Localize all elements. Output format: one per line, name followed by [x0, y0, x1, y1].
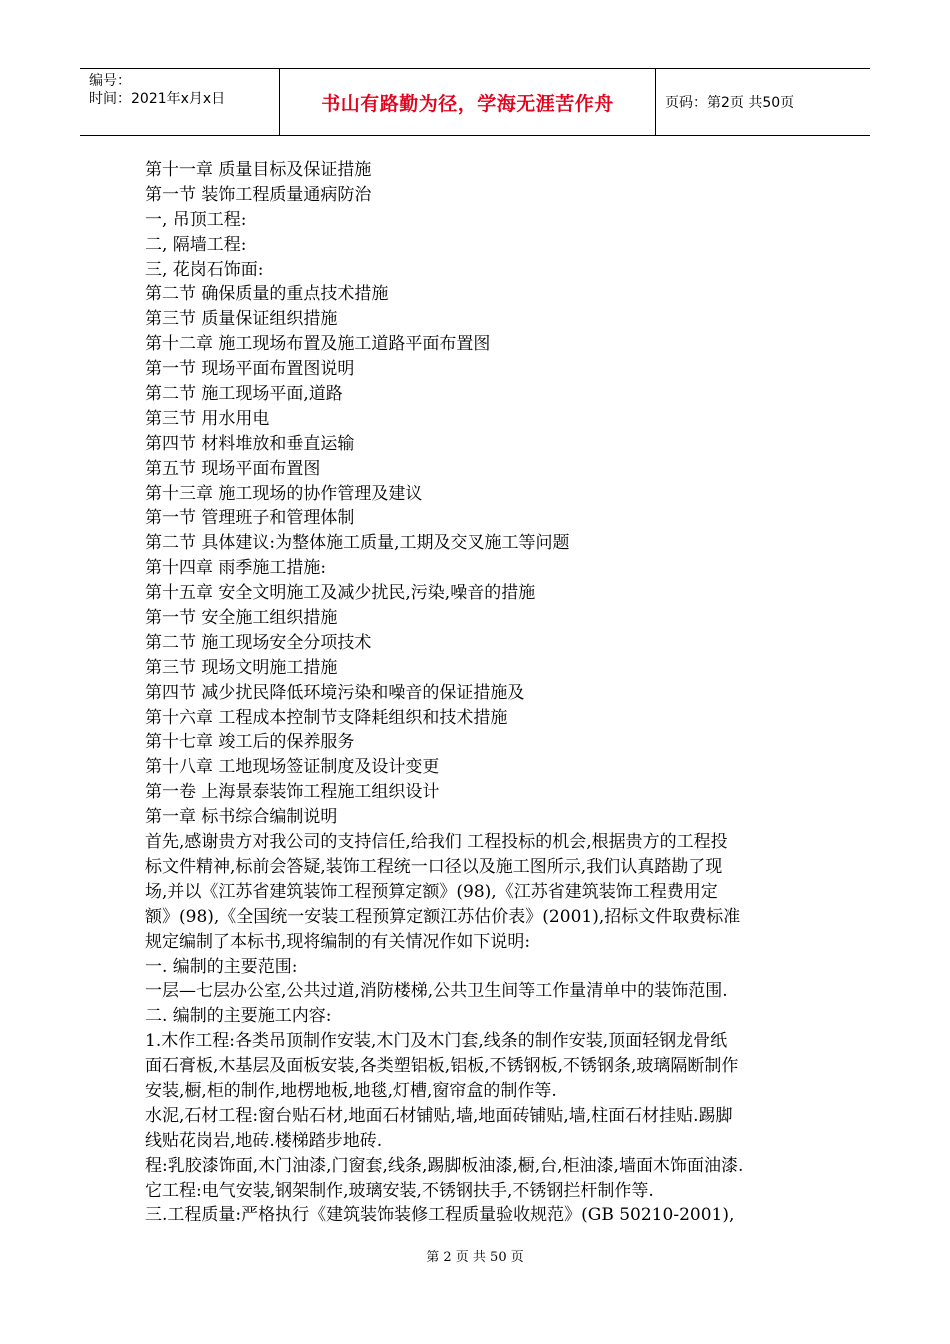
- outline-item: 第二节 具体建议:为整体施工质量,工期及交叉施工等问题: [145, 533, 570, 554]
- outline-item: 第十六章 工程成本控制节支降耗组织和技术措施: [145, 707, 508, 728]
- outline-item: 第二节 施工现场安全分项技术: [145, 632, 372, 653]
- document-number-label: 编号：: [89, 73, 131, 89]
- page-footer: 第 2 页 共 50 页: [426, 1250, 524, 1265]
- paragraph-line: 标文件精神,标前会答疑,装饰工程统一口径以及施工图所示,我们认真踏勘了现: [145, 856, 723, 877]
- paragraph-line: 一层—七层办公室,公共过道,消防楼梯,公共卫生间等工作量清单中的装饰范围.: [145, 981, 728, 1002]
- outline-item: 第一节 管理班子和管理体制: [145, 508, 355, 529]
- paragraph-line: 水泥,石材工程:窗台贴石材,地面石材铺贴,墙,地面砖铺贴,墙,柱面石材挂贴.踢脚: [145, 1105, 733, 1126]
- outline-item: 第四节 材料堆放和垂直运输: [145, 433, 355, 454]
- outline-item: 第一章 标书综合编制说明: [145, 807, 338, 828]
- document-time-label: 时间：2021年x月x日: [89, 91, 226, 107]
- outline-item: 第四节 减少扰民降低环境污染和噪音的保证措施及: [145, 682, 525, 703]
- paragraph-line: 额》(98),《全国统一安装工程预算定额江苏估价表》(2001),招标文件取费标准: [145, 906, 741, 927]
- outline-item: 第一卷 上海景泰装饰工程施工组织设计: [145, 782, 440, 803]
- paragraph-line: 程:乳胶漆饰面,木门油漆,门窗套,线条,踢脚板油漆,橱,台,柜油漆,墙面木饰面油漆.: [145, 1155, 744, 1176]
- section-heading: 一. 编制的主要范围:: [145, 956, 298, 977]
- outline-list: [145, 158, 811, 830]
- outline-item: 第二节 确保质量的重点技术措施: [145, 284, 389, 305]
- paragraph-line: 线贴花岗岩,地砖.楼梯踏步地砖.: [145, 1130, 383, 1151]
- paragraph-line: 面石膏板,木基层及面板安装,各类塑铝板,铝板,不锈钢板,不锈钢条,玻璃隔断制作: [145, 1056, 739, 1077]
- outline-item: 第三节 用水用电: [145, 408, 270, 429]
- paragraph-line: 三.工程质量:严格执行《建筑装饰装修工程质量验收规范》(GB 50210-2001),: [145, 1205, 735, 1226]
- page-header: [80, 68, 870, 136]
- outline-item: 第三节 质量保证组织措施: [145, 309, 338, 330]
- paragraph-line: 首先,感谢贵方对我公司的支持信任,给我们 工程投标的机会,根据贵方的工程投: [145, 832, 728, 853]
- outline-item: 第十八章 工地现场签证制度及设计变更: [145, 757, 440, 778]
- outline-item: 第十七章 竣工后的保养服务: [145, 732, 355, 753]
- outline-item: 一, 吊顶工程:: [145, 209, 247, 230]
- body-text: [145, 830, 811, 1228]
- outline-item: 第三节 现场文明施工措施: [145, 657, 338, 678]
- document-body: [145, 158, 811, 1228]
- section-heading: 二. 编制的主要施工内容:: [145, 1006, 332, 1027]
- header-motto: 书山有路勤为径，学海无涯苦作舟: [280, 69, 656, 135]
- paragraph-line: 安装,橱,柜的制作,地楞地板,地毯,灯槽,窗帘盒的制作等.: [145, 1080, 557, 1101]
- outline-item: 第二节 施工现场平面,道路: [145, 384, 343, 405]
- paragraph-line: 它工程:电气安装,钢架制作,玻璃安装,不锈钢扶手,不锈钢拦杆制作等.: [145, 1180, 654, 1201]
- outline-item: 三, 花岗石饰面:: [145, 259, 264, 280]
- paragraph-line: 场,并以《江苏省建筑装饰工程预算定额》(98),《江苏省建筑装饰工程费用定: [145, 881, 718, 902]
- outline-item: 第十五章 安全文明施工及减少扰民,污染,噪音的措施: [145, 583, 536, 604]
- outline-item: 第十四章 雨季施工措施:: [145, 558, 327, 579]
- outline-item: 二, 隔墙工程:: [145, 234, 247, 255]
- header-meta-cell: [80, 69, 280, 135]
- outline-item: 第一节 现场平面布置图说明: [145, 359, 355, 380]
- outline-item: 第一节 装饰工程质量通病防治: [145, 184, 372, 205]
- outline-item: 第十三章 施工现场的协作管理及建议: [145, 483, 423, 504]
- outline-item: 第五节 现场平面布置图: [145, 458, 321, 479]
- paragraph-line: 规定编制了本标书,现将编制的有关情况作如下说明:: [145, 931, 531, 952]
- outline-item: 第十一章 质量目标及保证措施: [145, 160, 372, 180]
- paragraph-line: 1.木作工程:各类吊顶制作安装,木门及木门套,线条的制作安装,顶面轻钢龙骨纸: [145, 1031, 728, 1052]
- outline-item: 第一节 安全施工组织措施: [145, 608, 338, 629]
- header-page-info: 页码：第2页 共50页: [665, 95, 795, 111]
- outline-item: 第十二章 施工现场布置及施工道路平面布置图: [145, 334, 491, 355]
